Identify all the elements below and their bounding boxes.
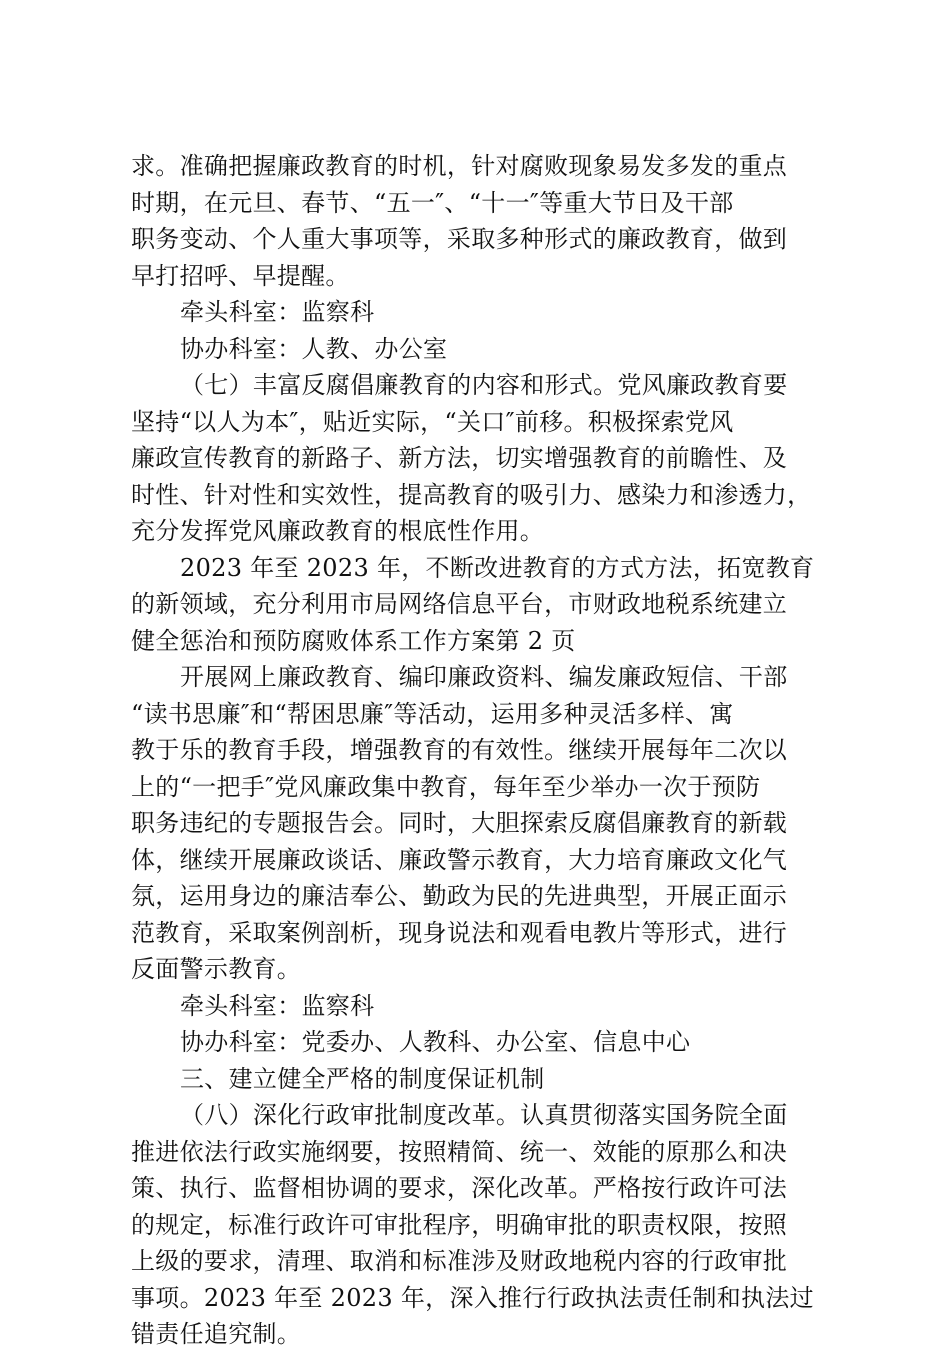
text-line: 时期，在元旦、春节、“五一″、“十一″等重大节日及干部 (131, 188, 734, 217)
text-line: 牵头科室：监察科 (180, 298, 375, 326)
text-line: 的规定，标准行政许可审批程序，明确审批的职责权限，按照 (131, 1210, 788, 1239)
text-line: 的新领域，充分利用市局网络信息平台，市财政地税系统建立 (131, 590, 788, 618)
document-body (131, 148, 821, 1353)
text-line: 氛，运用身边的廉洁奉公、勤政为民的先进典型，开展正面示 (131, 882, 788, 910)
text-line: 协办科室：党委办、人教科、办公室、信息中心 (180, 1028, 691, 1056)
text-line: “读书思廉″和“帮困思廉″等活动，运用多种灵活多样、寓 (131, 699, 734, 728)
text-line: 错责任追究制。 (131, 1320, 302, 1348)
text-line: （七）丰富反腐倡廉教育的内容和形式。党风廉政教育要 (180, 371, 788, 399)
text-line: （八）深化行政审批制度改革。认真贯彻落实国务院全面 (180, 1101, 788, 1129)
text-line: 时性、针对性和实效性，提高教育的吸引力、感染力和渗透力， (131, 480, 812, 509)
text-line: 廉政宣传教育的新路子、新方法，切实增强教育的前瞻性、及 (131, 444, 788, 472)
text-line: 健全惩治和预防腐败体系工作方案第 2 页 (131, 626, 576, 655)
text-line: 坚持“以人为本″，贴近实际，“关口″前移。积极探索党风 (131, 407, 734, 436)
text-line: 求。准确把握廉政教育的时机，针对腐败现象易发多发的重点 (131, 152, 788, 180)
text-line: 上的“一把手″党风廉政集中教育，每年至少举办一次于预防 (131, 772, 761, 801)
text-line: 协办科室：人教、办公室 (180, 334, 448, 363)
text-line: 教于乐的教育手段，增强教育的有效性。继续开展每年二次以 (131, 736, 788, 764)
text-line: 牵头科室：监察科 (180, 991, 375, 1020)
text-line: 反面警示教育。 (131, 955, 302, 983)
text-line: 推进依法行政实施纲要，按照精简、统一、效能的原那么和决 (131, 1137, 788, 1166)
text-line: 三、建立健全严格的制度保证机制 (180, 1064, 545, 1093)
text-line: 充分发挥党风廉政教育的根底性作用。 (131, 517, 545, 545)
text-line: 上级的要求，清理、取消和标准涉及财政地税内容的行政审批 (131, 1247, 788, 1275)
text-line: 职务变动、个人重大事项等，采取多种形式的廉政教育，做到 (131, 225, 788, 253)
text-line: 范教育，采取案例剖析，现身说法和观看电教片等形式，进行 (131, 918, 788, 947)
text-line: 事项。2023 年至 2023 年，深入推行行政执法责任制和执法过 (131, 1283, 814, 1312)
text-line: 2023 年至 2023 年，不断改进教育的方式方法，拓宽教育 (180, 553, 815, 582)
text-line: 职务违纪的专题报告会。同时，大胆探索反腐倡廉教育的新载 (131, 809, 788, 837)
text-line: 策、执行、监督相协调的要求，深化改革。严格按行政许可法 (131, 1174, 788, 1202)
text-line: 体，继续开展廉政谈话、廉政警示教育，大力培育廉政文化气 (131, 845, 788, 874)
text-line: 早打招呼、早提醒。 (131, 261, 350, 290)
text-line: 开展网上廉政教育、编印廉政资料、编发廉政短信、干部 (180, 663, 788, 691)
